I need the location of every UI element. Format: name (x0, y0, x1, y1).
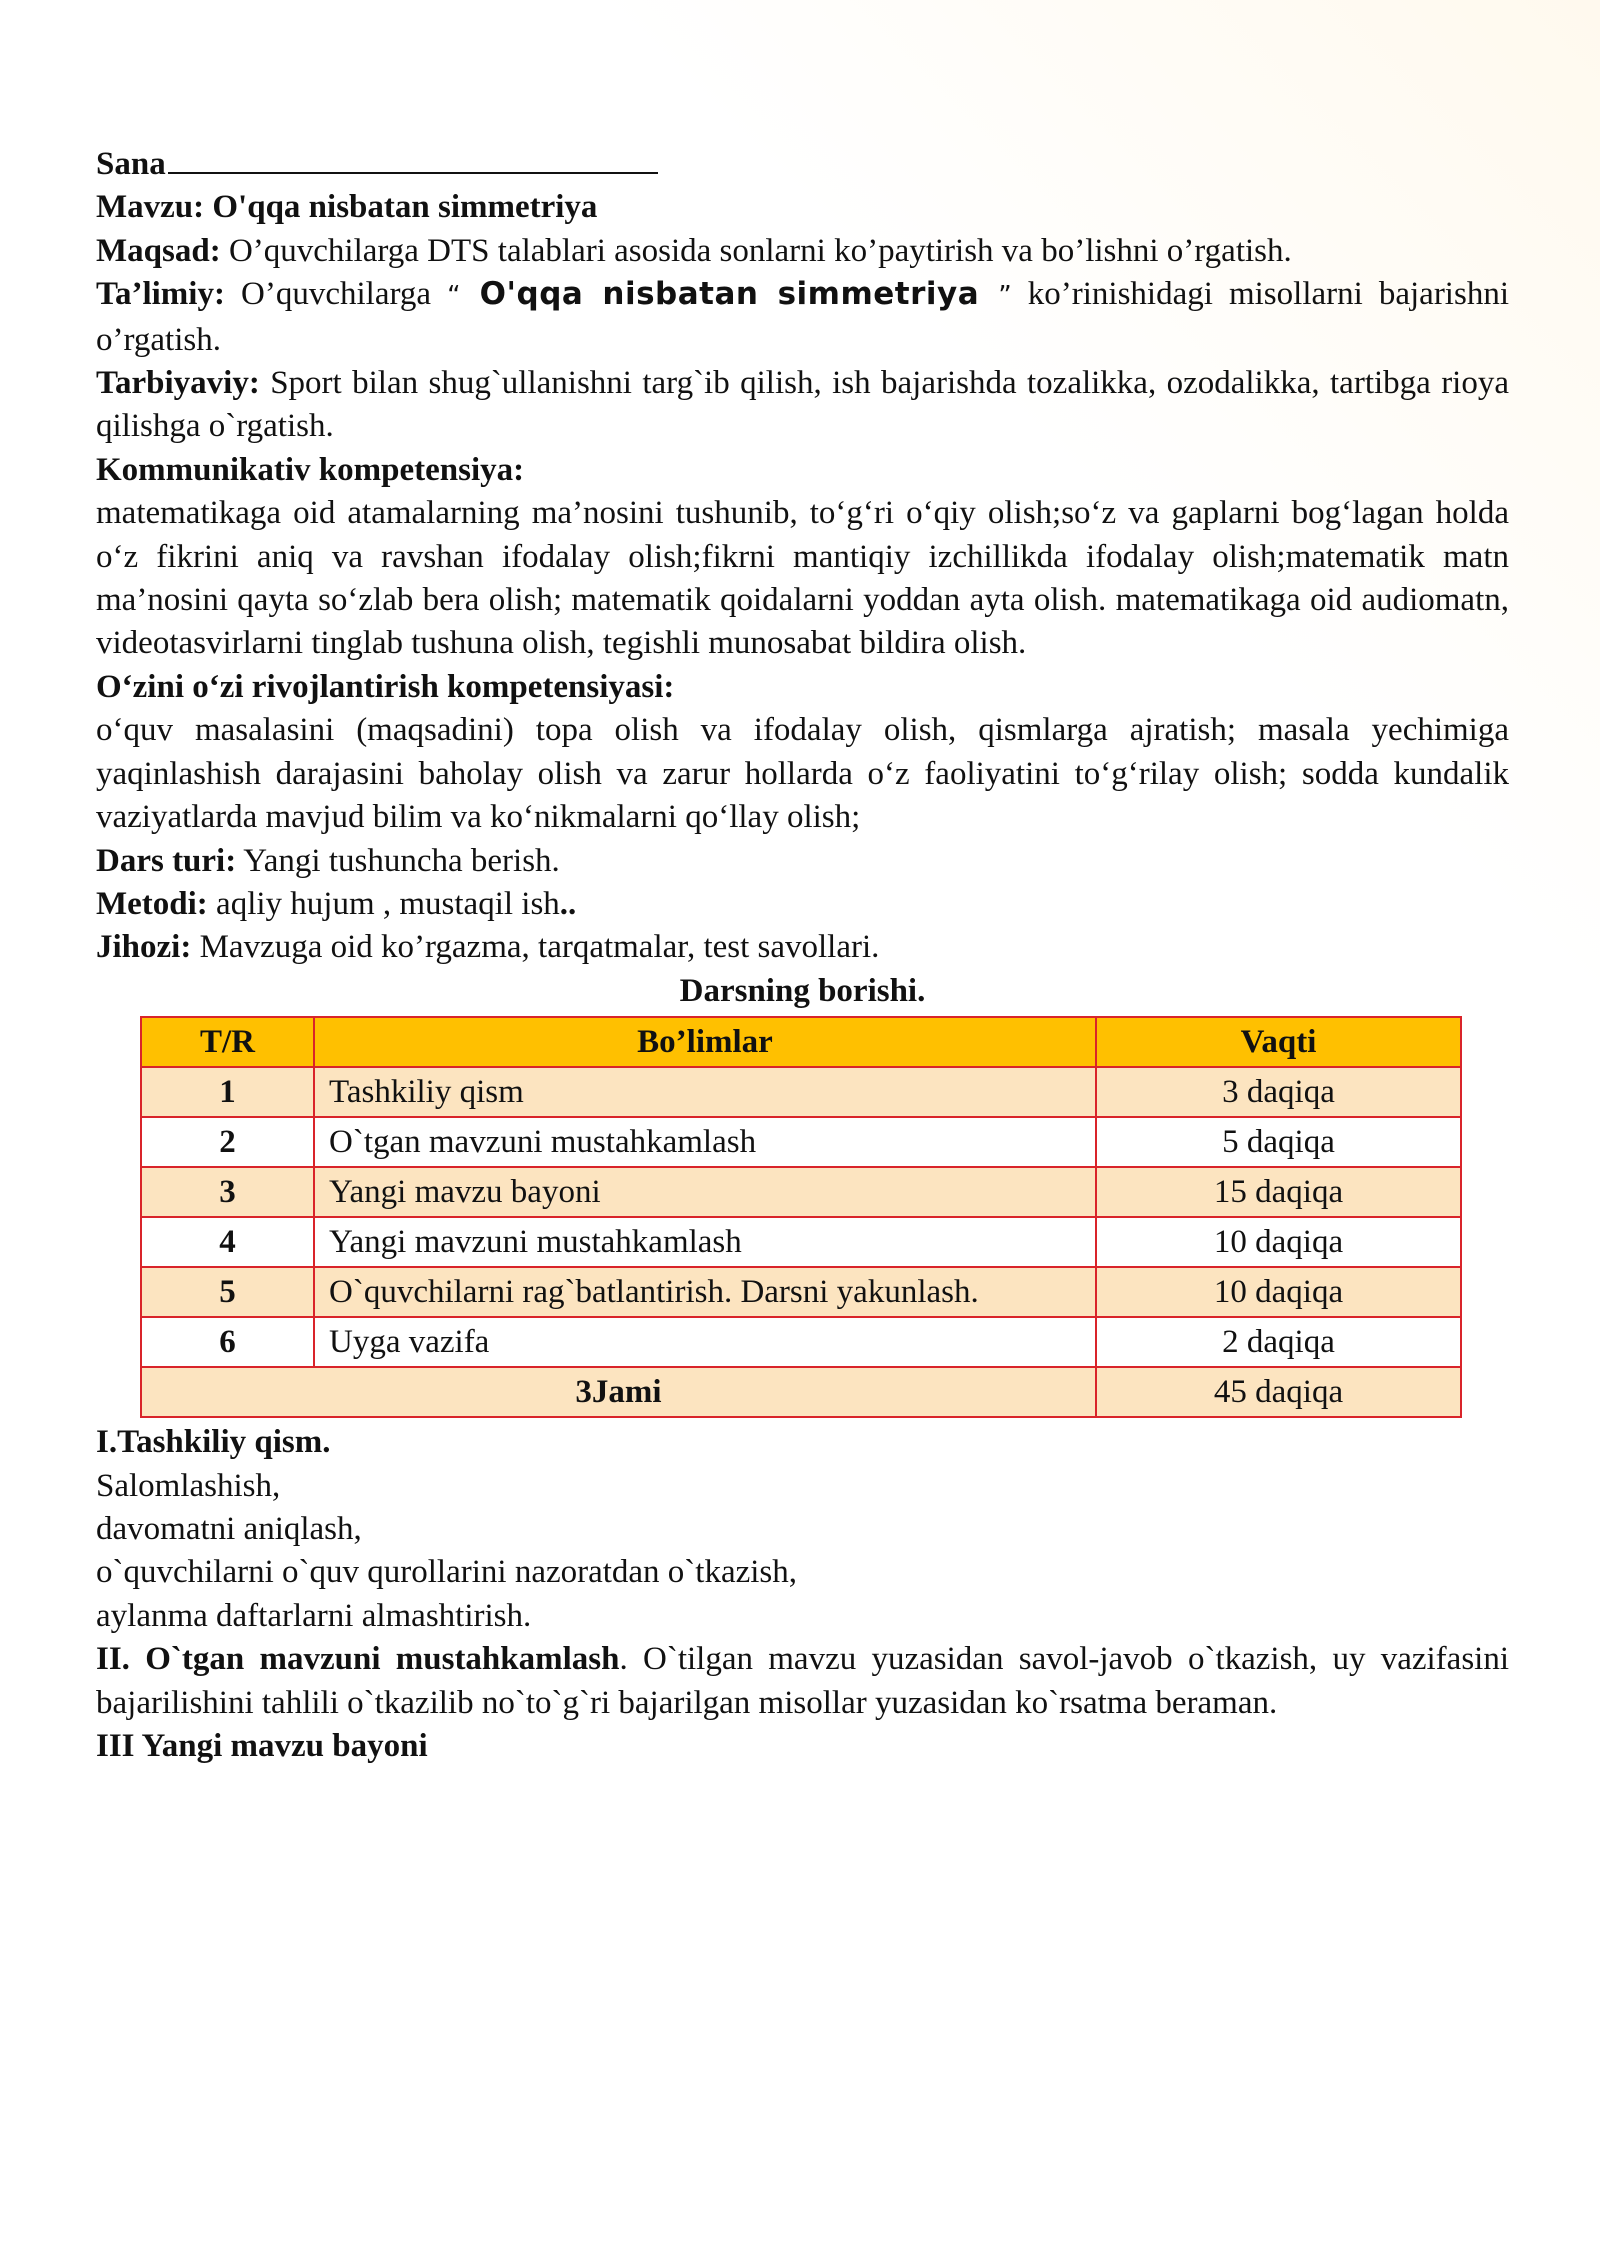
row-time: 15 daqiqa (1096, 1167, 1461, 1217)
part1-line: o`quvchilarni o`quv qurollarini nazoratdan o`tkazish, (96, 1554, 798, 1591)
open-quote: “ (447, 281, 461, 312)
table-header-row (141, 1017, 1461, 1067)
row-number: 3 (141, 1167, 314, 1217)
date-label: Sana (96, 146, 166, 182)
communicative-text: matematikaga oid atamalarning ma’nosini tushunib, to‘g‘ri o‘qiy olish;so‘z va gaplarni bog‘lagan holda o‘z fikrini aniq va ravshan ifodalay olish;fikrni mantiqiy izchillikda ifodalay olish;matematik matn ma’nosini qayta so‘zlab bera olish; matematik qoidalarni yoddan ayta olish. matematikaga oid audiomatn, videotasvirlarni tinglab tushuna olish, tegishli munosabat bildira olish. (96, 495, 1509, 662)
row-section: Yangi mavzu bayoni (314, 1167, 1096, 1217)
row-time: 10 daqiqa (1096, 1267, 1461, 1317)
header-tr: T/R (141, 1017, 314, 1067)
row-number: 4 (141, 1217, 314, 1267)
part3-title (96, 1725, 1509, 1768)
part2-paragraph (96, 1638, 1509, 1725)
date-line (96, 142, 1509, 186)
equipment-line (96, 926, 1509, 969)
method-label: Metodi: (96, 885, 208, 922)
method-end: .. (559, 885, 577, 922)
educational-text-post: ko’rinishidagi misollarni bajarishni o’rgatish. (96, 276, 1509, 358)
goal-text: O’quvchilarga DTS talablari asosida sonlarni ko’paytirish va bo’lishni o’rgatish. (220, 232, 1292, 269)
upbringing-text: Sport bilan shug`ullanishni targ`ib qilish, ish bajarishda tozalikka, ozodalikka, tartibga rioya qilishga o`rgatish. (96, 365, 1509, 445)
equipment-label: Jihozi: (96, 929, 192, 966)
equipment-text: Mavzuga oid ko’rgazma, tarqatmalar, test savollari. (191, 929, 880, 966)
row-time: 5 daqiqa (1096, 1117, 1461, 1167)
part1-title-text: I.Tashkiliy qism. (96, 1424, 331, 1461)
header-time: Vaqti (1096, 1017, 1461, 1067)
table-row (141, 1217, 1461, 1267)
row-number: 5 (141, 1267, 314, 1317)
educational-label: Ta’limiy: (96, 276, 225, 313)
lesson-plan-table (140, 1016, 1462, 1418)
table-row (141, 1167, 1461, 1217)
topic-label: Mavzu: (96, 189, 205, 226)
table-row (141, 1267, 1461, 1317)
part2-text: . O`tilgan mavzu yuzasidan savol-javob o`tkazish, uy vazifasini bajarilishini tahlili o`tkazilib no`to`g`ri bajarilgan misollar yuzasidan ko`rsatma beraman. (96, 1641, 1509, 1721)
part1-title (96, 1421, 1509, 1464)
lesson-type-line (96, 840, 1509, 883)
goal-paragraph (96, 230, 1509, 273)
total-time: 45 daqiqa (1096, 1367, 1461, 1417)
header-sections: Bo’limlar (314, 1017, 1096, 1067)
upbringing-paragraph (96, 362, 1509, 449)
row-section: Yangi mavzuni mustahkamlash (314, 1217, 1096, 1267)
educational-paragraph (96, 273, 1509, 362)
part1-line: Salomlashish, (96, 1467, 281, 1504)
row-number: 1 (141, 1067, 314, 1117)
row-time: 2 daqiqa (1096, 1317, 1461, 1367)
table-total-row (141, 1367, 1461, 1417)
lesson-type-text: Yangi tushuncha berish. (236, 842, 560, 879)
row-number: 2 (141, 1117, 314, 1167)
self-development-title-text: O‘zini o‘zi rivojlantirish kompetensiyasi: (96, 668, 675, 705)
method-text: aqliy hujum , mustaqil ish (207, 885, 560, 922)
document-body (96, 142, 1509, 1768)
total-label: 3Jami (141, 1367, 1096, 1417)
table-row (141, 1067, 1461, 1117)
row-section: Uyga vazifa (314, 1317, 1096, 1367)
row-number: 6 (141, 1317, 314, 1367)
upbringing-label: Tarbiyaviy: (96, 365, 260, 402)
educational-text-pre: O’quvchilarga (224, 276, 448, 313)
row-section: O`tgan mavzuni mustahkamlash (314, 1117, 1096, 1167)
topic-line (96, 186, 1509, 229)
plan-title: Darsning borishi. (679, 972, 926, 1009)
goal-label: Maqsad: (96, 232, 221, 269)
part3-title-text: III Yangi mavzu bayoni (96, 1727, 428, 1764)
row-time: 10 daqiqa (1096, 1217, 1461, 1267)
table-row (141, 1317, 1461, 1367)
communicative-title-text: Kommunikativ kompetensiya: (96, 451, 525, 488)
part2-title: II. O`tgan mavzuni mustahkamlash (96, 1641, 620, 1678)
self-development-title (96, 666, 1509, 709)
row-time: 3 daqiqa (1096, 1067, 1461, 1117)
row-section: Tashkiliy qism (314, 1067, 1096, 1117)
lesson-type-label: Dars turi: (96, 842, 237, 879)
table-row (141, 1117, 1461, 1167)
close-quote: ” (998, 281, 1012, 312)
part1-line: davomatni aniqlash, (96, 1510, 362, 1547)
row-section: O`quvchilarni rag`batlantirish. Darsni yakunlash. (314, 1267, 1096, 1317)
method-line (96, 883, 1509, 926)
date-blank (168, 142, 658, 174)
educational-topic: O'qqa nisbatan simmetriya (460, 276, 999, 313)
topic-text: O'qqa nisbatan simmetriya (212, 189, 598, 226)
self-development-text: o‘quv masalasini (maqsadini) topa olish va ifodalay olish, qismlarga ajratish; masala yechimiga yaqinlashish darajasini baholay olish va zarur hollarda o‘z faoliyatini to‘g‘rilay olish; sodda kundalik vaziyatlarda mavjud bilim va ko‘nikmalarni qo‘llay olish; (96, 712, 1509, 836)
part1-line: aylanma daftarlarni almashtirish. (96, 1597, 532, 1634)
communicative-title (96, 449, 1509, 492)
